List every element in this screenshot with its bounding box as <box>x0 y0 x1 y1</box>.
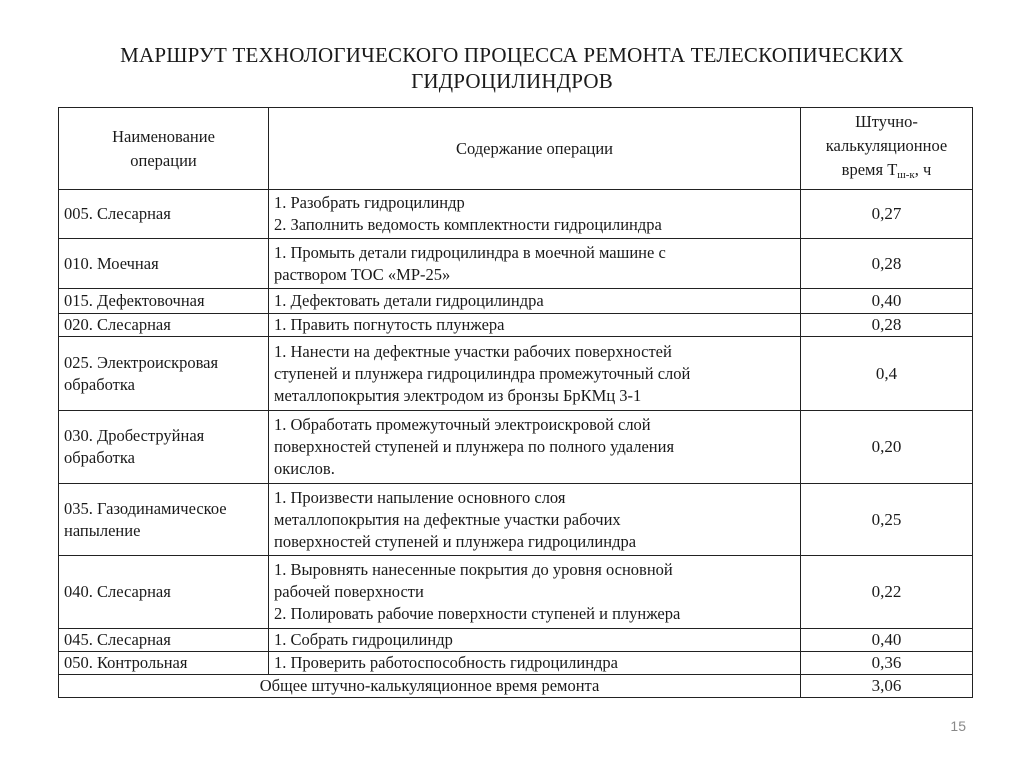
operation-step: рабочей поверхности <box>274 582 424 601</box>
operation-step: поверхностей ступеней и плунжера гидроцилиндра <box>274 531 637 551</box>
operation-name-line: обработка <box>64 374 135 394</box>
operation-step: металлопокрытия на дефектные участки рабочих <box>274 509 621 529</box>
operation-name-cell <box>59 411 269 484</box>
slide-title <box>0 42 1024 94</box>
operation-content-cell <box>269 314 801 337</box>
operation-name-line: 045. Слесарная <box>64 630 171 649</box>
unit-time-cell: 0,4 <box>801 337 973 411</box>
operation-name-cell <box>59 629 269 652</box>
operation-step: 2. Полировать рабочие поверхности ступеней и плунжера <box>274 604 681 623</box>
operation-name-cell <box>59 289 269 314</box>
operation-step: 1. Дефектовать детали гидроцилиндра <box>274 291 544 310</box>
operation-content-cell <box>269 190 801 239</box>
operation-step: 1. Обработать промежуточный электроискровой слой <box>274 415 651 434</box>
table-row <box>59 239 973 289</box>
header-operation-content: Содержание операции <box>269 108 801 190</box>
table-row <box>59 337 973 411</box>
operation-step: 1. Промыть детали гидроцилиндра в моечной машине с <box>274 242 666 262</box>
operation-name-line: 020. Слесарная <box>64 315 171 334</box>
operation-content-cell <box>269 652 801 675</box>
table-row <box>59 556 973 629</box>
operation-step: металлопокрытия электродом из бронзы БрКМц 3-1 <box>274 385 642 405</box>
unit-time-cell: 0,40 <box>801 629 973 652</box>
operation-content-cell <box>269 411 801 484</box>
operation-name-cell <box>59 337 269 411</box>
table-row <box>59 190 973 239</box>
page-number: 15 <box>950 718 966 734</box>
header-row <box>59 108 973 190</box>
operation-step: ступеней и плунжера гидроцилиндра промежуточный слой <box>274 363 691 383</box>
operation-step: 1. Проверить работоспособность гидроцилиндра <box>274 653 619 672</box>
operation-step: 1. Разобрать гидроцилиндр <box>274 193 465 212</box>
operation-name-cell <box>59 314 269 337</box>
operation-name-line: 030. Дробеструйная <box>64 426 205 445</box>
operation-step: окислов. <box>274 459 335 478</box>
unit-time-cell: 0,22 <box>801 556 973 629</box>
unit-time-cell: 0,28 <box>801 239 973 289</box>
table-row <box>59 652 973 675</box>
table-row <box>59 314 973 337</box>
operation-step: 1. Собрать гидроцилиндр <box>274 630 453 649</box>
unit-time-cell: 0,40 <box>801 289 973 314</box>
operation-name-line: 050. Контрольная <box>64 653 188 672</box>
header-unit-time: Штучно- калькуляционное время $Т_{ш-к}$, ч <box>801 108 973 190</box>
operation-step: 1. Править погнутость плунжера <box>274 315 505 334</box>
operation-name-line: 040. Слесарная <box>64 582 171 601</box>
operation-name-line: обработка <box>64 448 135 467</box>
operation-content-cell <box>269 337 801 411</box>
operation-name-line: 025. Электроискровая <box>64 352 219 372</box>
operation-name-line: 005. Слесарная <box>64 204 171 223</box>
operation-content-cell <box>269 629 801 652</box>
route-table-body <box>59 190 973 675</box>
operation-step: 1. Произвести напыление основного слоя <box>274 487 566 507</box>
unit-time-cell: 0,25 <box>801 484 973 556</box>
table-row <box>59 411 973 484</box>
operation-step: 1. Нанести на дефектные участки рабочих поверхностей <box>274 341 672 361</box>
total-value: 3,06 <box>801 675 973 698</box>
table-row <box>59 629 973 652</box>
unit-time-cell: 0,36 <box>801 652 973 675</box>
operation-name-line: 035. Газодинамическое <box>64 498 227 518</box>
operation-name-cell <box>59 484 269 556</box>
operation-name-line: 015. Дефектовочная <box>64 291 205 310</box>
header-operation-name: Наименование операции <box>59 108 269 190</box>
operation-step: 2. Заполнить ведомость комплектности гидроцилиндра <box>274 215 662 234</box>
unit-time-cell: 0,27 <box>801 190 973 239</box>
unit-time-cell: 0,20 <box>801 411 973 484</box>
operation-content-cell <box>269 556 801 629</box>
operation-content-cell <box>269 289 801 314</box>
table-row <box>59 484 973 556</box>
unit-time-cell: 0,28 <box>801 314 973 337</box>
operation-name-cell <box>59 190 269 239</box>
operation-name-cell <box>59 239 269 289</box>
title-line-2: ГИДРОЦИЛИНДРОВ <box>411 69 613 93</box>
total-row <box>59 675 973 698</box>
title-line-1: МАРШРУТ ТЕХНОЛОГИЧЕСКОГО ПРОЦЕССА РЕМОНТА ТЕЛЕСКОПИЧЕСКИХ <box>120 43 904 67</box>
operation-name-line: 010. Моечная <box>64 253 159 273</box>
operation-name-cell <box>59 652 269 675</box>
operation-step: поверхностей ступеней и плунжера по полного удаления <box>274 437 675 456</box>
operation-name-cell <box>59 556 269 629</box>
table-row <box>59 289 973 314</box>
route-table <box>58 107 973 698</box>
total-label: Общее штучно-калькуляционное время ремонта <box>59 675 801 698</box>
operation-step: раствором ТОС «МР-25» <box>274 264 451 284</box>
operation-content-cell <box>269 484 801 556</box>
operation-step: 1. Выровнять нанесенные покрытия до уровня основной <box>274 560 673 579</box>
operation-name-line: напыление <box>64 520 141 540</box>
operation-content-cell <box>269 239 801 289</box>
